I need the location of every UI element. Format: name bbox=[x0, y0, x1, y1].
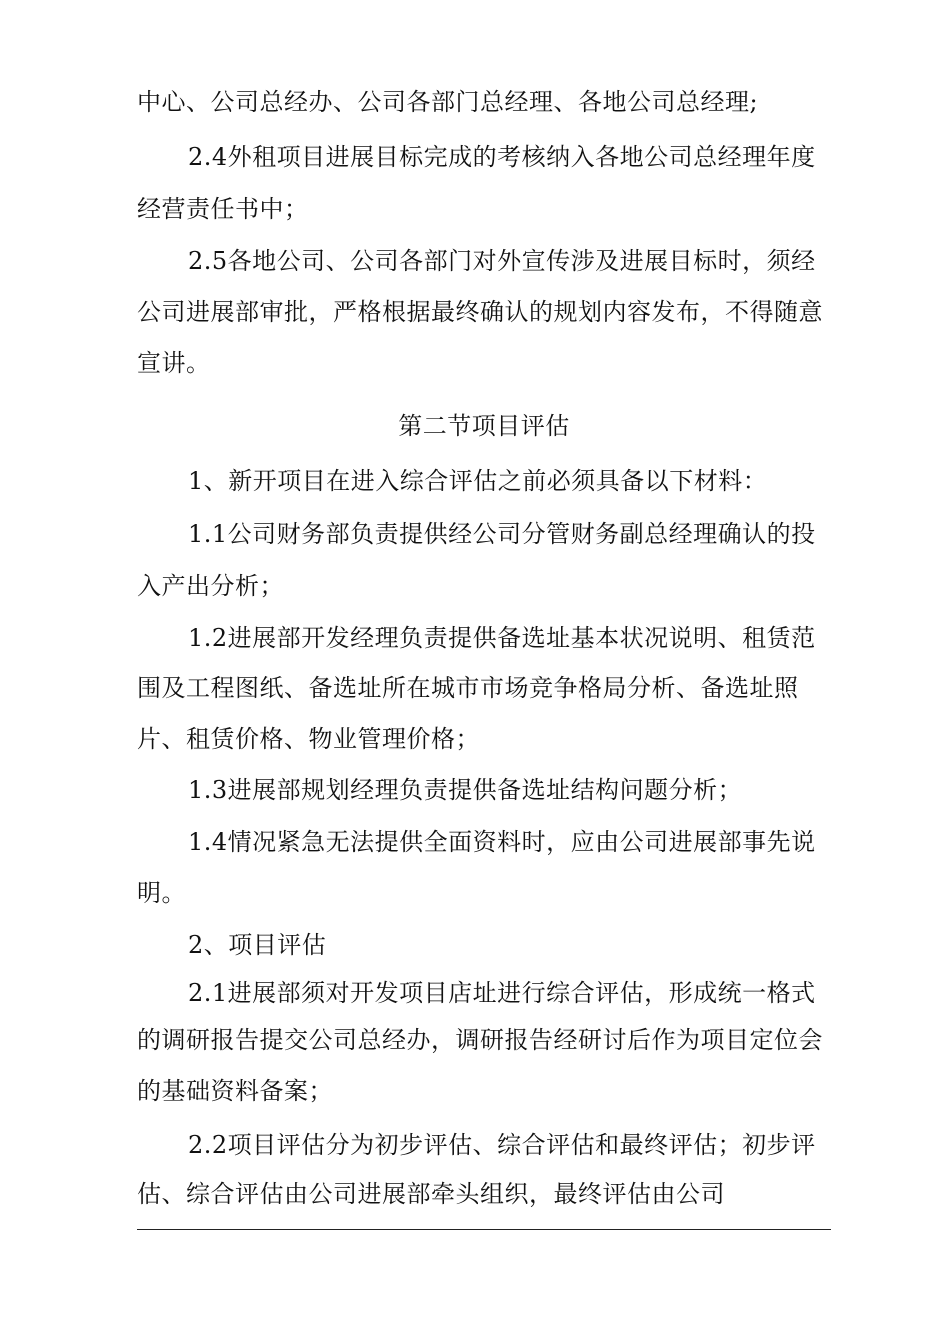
text-line: 1.1公司财务部负责提供经公司分管财务副总经理确认的投 bbox=[188, 520, 816, 548]
text-line: 1.4情况紧急无法提供全面资料时，应由公司进展部事先说 bbox=[188, 828, 816, 856]
text-line: 1、新开项目在进入综合评估之前必须具备以下材料： bbox=[188, 467, 768, 495]
text-line: 的基础资料备案； bbox=[137, 1077, 333, 1105]
text-line: 明。 bbox=[137, 879, 186, 907]
text-line: 中心、公司总经办、公司各部门总经理、各地公司总经理; bbox=[137, 88, 759, 116]
section-heading: 第二节项目评估 bbox=[398, 412, 570, 440]
text-line: 2.2项目评估分为初步评估、综合评估和最终评估；初步评 bbox=[188, 1131, 816, 1159]
text-line: 2.1进展部须对开发项目店址进行综合评估，形成统一格式 bbox=[188, 979, 816, 1007]
text-line: 入产出分析； bbox=[137, 572, 284, 600]
footer-divider bbox=[137, 1229, 831, 1230]
text-line: 的调研报告提交公司总经办，调研报告经研讨后作为项目定位会 bbox=[137, 1026, 823, 1054]
text-line: 1.2进展部开发经理负责提供备选址基本状况说明、租赁范 bbox=[188, 624, 816, 652]
text-line: 1.3进展部规划经理负责提供备选址结构问题分析； bbox=[188, 776, 743, 804]
text-line: 围及工程图纸、备选址所在城市市场竞争格局分析、备选址照 bbox=[137, 674, 799, 702]
text-line: 宣讲。 bbox=[137, 349, 211, 377]
text-line: 公司进展部审批，严格根据最终确认的规划内容发布，不得随意 bbox=[137, 298, 823, 326]
text-line: 估、综合评估由公司进展部牵头组织，最终评估由公司 bbox=[137, 1180, 725, 1208]
text-line: 经营责任书中； bbox=[137, 195, 309, 223]
text-line: 2、项目评估 bbox=[188, 931, 327, 959]
text-line: 片、租赁价格、物业管理价格； bbox=[137, 725, 480, 753]
text-line: 2.4外租项目进展目标完成的考核纳入各地公司总经理年度 bbox=[188, 143, 816, 171]
text-line: 2.5各地公司、公司各部门对外宣传涉及进展目标时，须经 bbox=[188, 247, 816, 275]
